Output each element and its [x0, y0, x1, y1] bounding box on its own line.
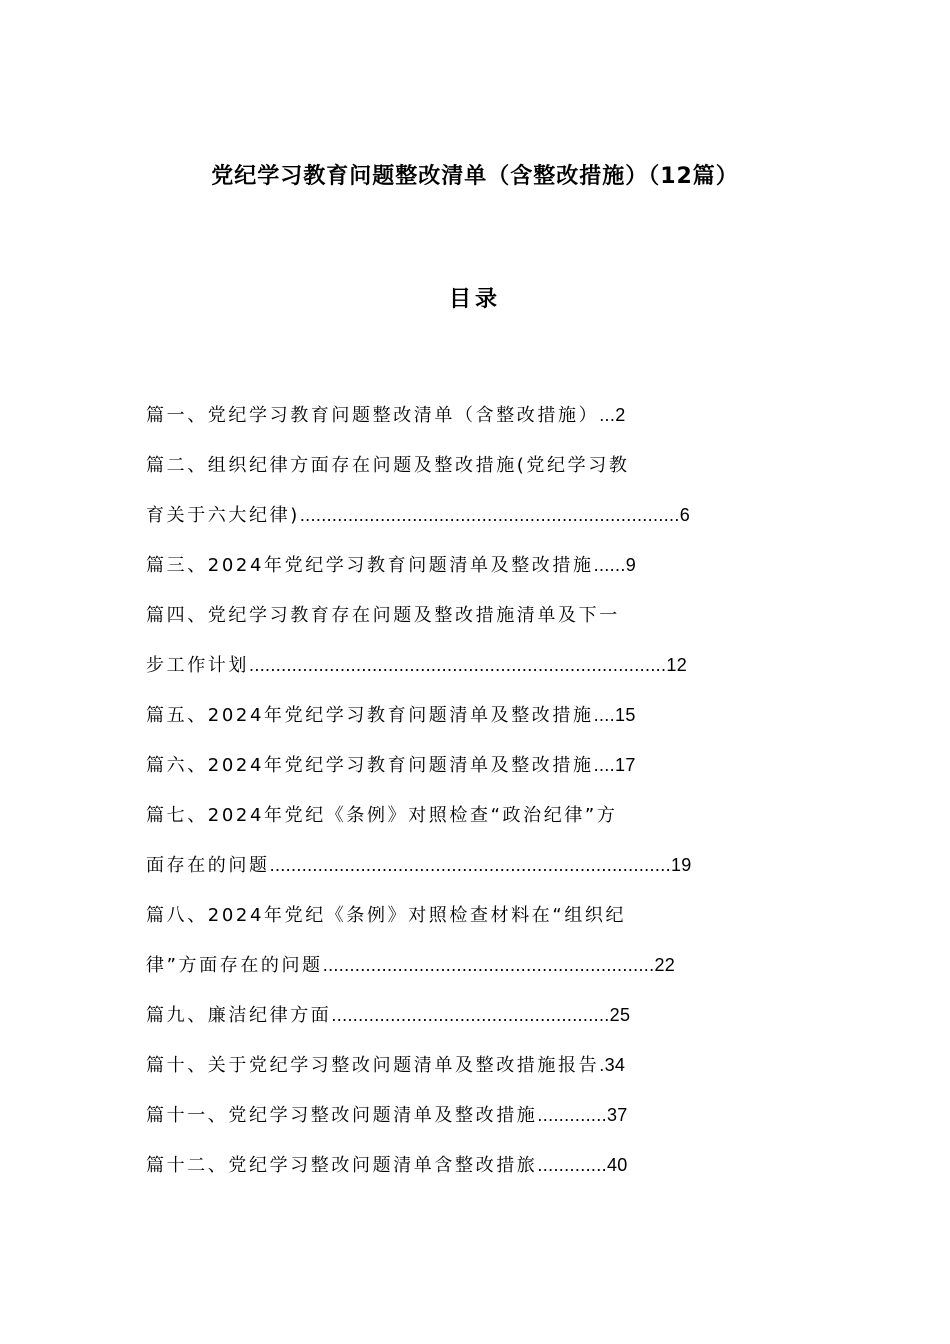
toc-entry-text: 篇一、党纪学习教育问题整改清单（含整改措施）: [146, 405, 600, 426]
toc-page-number: 15: [615, 705, 636, 725]
toc-entry-11[interactable]: [146, 1096, 726, 1146]
toc-leader-dots: .............: [537, 1105, 607, 1125]
toc-page-number: 6: [679, 505, 691, 525]
toc-leader-dots: ....................................................: [331, 1005, 610, 1025]
toc-entry-4-cont[interactable]: [146, 646, 726, 696]
toc-entry-text: 篇三、2024年党纪学习教育问题清单及整改措施: [146, 555, 594, 576]
toc-entry-9[interactable]: [146, 996, 726, 1046]
toc-leader-dots: ......: [593, 555, 626, 575]
toc-page-number: 17: [615, 755, 636, 775]
toc-page-number: 9: [625, 555, 637, 575]
toc-page-number: 19: [670, 855, 692, 875]
toc-entry-text: 篇六、2024年党纪学习教育问题清单及整改措施: [146, 755, 594, 776]
table-of-contents: [146, 396, 726, 1196]
toc-entry-text: 篇二、组织纪律方面存在问题及整改措施(党纪学习教: [146, 455, 630, 476]
toc-leader-dots: ...: [599, 405, 616, 425]
toc-leader-dots: .............: [537, 1155, 607, 1175]
toc-entry-text: 篇十、关于党纪学习整改问题清单及整改措施报告: [146, 1055, 600, 1076]
toc-entry-text: 篇七、2024年党纪《条例》对照检查“政治纪律”方: [146, 805, 618, 826]
toc-page-number: 37: [606, 1105, 628, 1125]
toc-entry-6[interactable]: [146, 746, 726, 796]
toc-entry-2[interactable]: [146, 446, 726, 496]
toc-entry-3[interactable]: [146, 546, 726, 596]
toc-leader-dots: ...........................................................................: [269, 855, 671, 875]
toc-page-number: 12: [666, 655, 688, 675]
toc-entry-text: 步工作计划: [146, 655, 249, 676]
document-title: 党纪学习教育问题整改清单（含整改措施）（12篇）: [211, 164, 739, 189]
toc-leader-dots: ....: [593, 755, 616, 775]
toc-page-number: 2: [615, 405, 626, 425]
toc-entry-12[interactable]: [146, 1146, 726, 1196]
toc-page-number: 40: [606, 1155, 628, 1175]
toc-leader-dots: .: [599, 1055, 605, 1075]
toc-entry-text: 篇十一、党纪学习整改问题清单及整改措施: [146, 1105, 538, 1126]
toc-entry-text: 篇九、廉洁纪律方面: [146, 1005, 332, 1026]
toc-heading: 目录: [448, 287, 501, 312]
toc-page-number: 34: [604, 1055, 626, 1075]
toc-entry-text: 面存在的问题: [146, 855, 270, 876]
toc-entry-4[interactable]: [146, 596, 726, 646]
toc-entry-text: 篇十二、党纪学习整改问题清单含整改措旅: [146, 1155, 538, 1176]
toc-page-number: 22: [654, 955, 676, 975]
toc-entry-10[interactable]: [146, 1046, 726, 1096]
toc-entry-5[interactable]: [146, 696, 726, 746]
toc-leader-dots: ....: [593, 705, 616, 725]
toc-entry-text: 律”方面存在的问题: [146, 955, 323, 976]
toc-leader-dots: .......................................................................: [299, 505, 680, 525]
toc-entry-2-cont[interactable]: [146, 496, 726, 546]
toc-entry-text: 育关于六大纪律): [146, 505, 300, 526]
toc-entry-8[interactable]: [146, 896, 726, 946]
toc-entry-8-cont[interactable]: [146, 946, 726, 996]
toc-entry-7[interactable]: [146, 796, 726, 846]
toc-entry-text: 篇四、党纪学习教育存在问题及整改措施清单及下一: [146, 605, 620, 626]
toc-entry-text: 篇八、2024年党纪《条例》对照检查材料在“组织纪: [146, 905, 627, 926]
toc-leader-dots: ..............................................................................: [249, 655, 667, 675]
toc-entry-7-cont[interactable]: [146, 846, 726, 896]
toc-entry-text: 篇五、2024年党纪学习教育问题清单及整改措施: [146, 705, 594, 726]
toc-leader-dots: ..............................................................: [322, 955, 655, 975]
toc-entry-1[interactable]: [146, 396, 726, 446]
toc-page-number: 25: [609, 1005, 631, 1025]
